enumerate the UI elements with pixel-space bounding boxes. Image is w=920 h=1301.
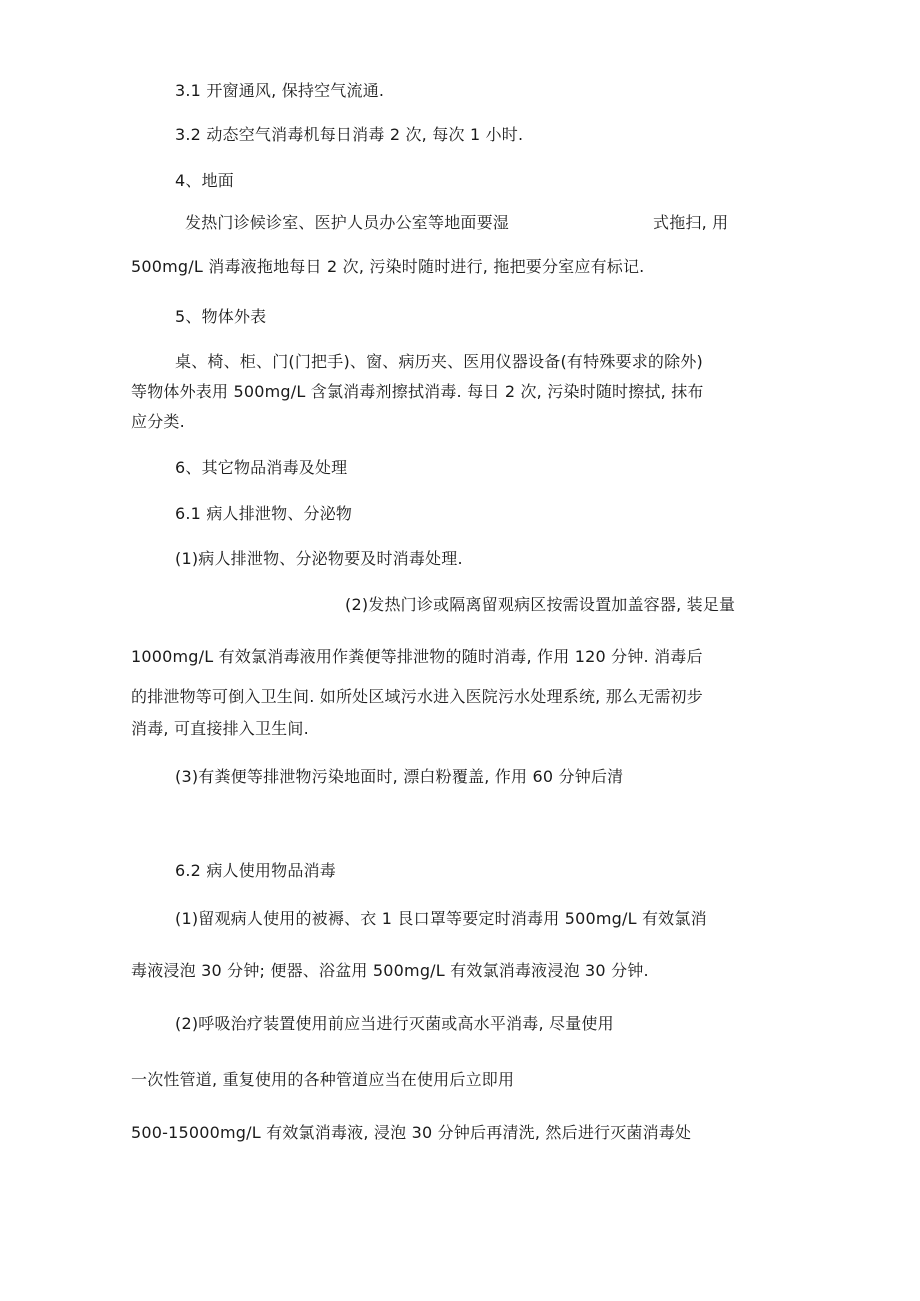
- para-6-1-3: (3)有粪便等排泄物污染地面时, 漂白粉覆盖, 作用 60 分钟后清: [175, 767, 624, 786]
- para-6-2-1b: 毒液浸泡 30 分钟; 便器、浴盆用 500mg/L 有效氯消毒液浸泡 30 分钟.: [131, 961, 649, 980]
- para-3-2: 3.2 动态空气消毒机每日消毒 2 次, 每次 1 小时.: [175, 125, 524, 144]
- para-6-2-2b: 一次性管道, 重复使用的各种管道应当在使用后立即用: [131, 1070, 515, 1089]
- para-6-2: 6.2 病人使用物品消毒: [175, 861, 336, 880]
- para-surface-b: 等物体外表用 500mg/L 含氯消毒剂擦拭消毒. 每日 2 次, 污染时随时擦拭, 抹布: [131, 382, 704, 401]
- para-3-1: 3.1 开窗通风, 保持空气流通.: [175, 81, 385, 100]
- para-6-1-1: (1)病人排泄物、分泌物要及时消毒处理.: [175, 549, 463, 568]
- para-6-1-2b: 1000mg/L 有效氯消毒液用作粪便等排泄物的随时消毒, 作用 120 分钟. 消毒后: [131, 647, 703, 666]
- para-6-2-2a: (2)呼吸治疗装置使用前应当进行灭菌或高水平消毒, 尽量使用: [175, 1014, 614, 1033]
- para-floor-c: 500mg/L 消毒液拖地每日 2 次, 污染时随时进行, 拖把要分室应有标记.: [131, 257, 645, 276]
- para-6-1-2d: 消毒, 可直接排入卫生间.: [131, 719, 309, 738]
- para-6-2-1a: (1)留观病人使用的被褥、衣 1 艮口罩等要定时消毒用 500mg/L 有效氯消: [175, 909, 707, 928]
- para-6-1-2c: 的排泄物等可倒入卫生间. 如所处区域污水进入医院污水处理系统, 那么无需初步: [131, 687, 703, 706]
- para-6-1: 6.1 病人排泄物、分泌物: [175, 504, 353, 523]
- para-surface-a: 桌、椅、柜、门(门把手)、窗、病历夹、医用仪器设备(有特殊要求的除外): [175, 352, 703, 371]
- heading-6-other: 6、其它物品消毒及处理: [175, 458, 348, 477]
- heading-5-surface: 5、物体外表: [175, 307, 267, 326]
- para-floor-b: 式拖扫, 用: [653, 213, 729, 232]
- para-6-1-2a: (2)发热门诊或隔离留观病区按需设置加盖容器, 装足量: [345, 595, 736, 614]
- para-surface-c: 应分类.: [131, 412, 185, 431]
- para-floor-a: 发热门诊候诊室、医护人员办公室等地面要湿: [185, 213, 510, 232]
- para-6-2-2c: 500-15000mg/L 有效氯消毒液, 浸泡 30 分钟后再清洗, 然后进行灭菌消毒处: [131, 1123, 692, 1142]
- heading-4-floor: 4、地面: [175, 171, 234, 190]
